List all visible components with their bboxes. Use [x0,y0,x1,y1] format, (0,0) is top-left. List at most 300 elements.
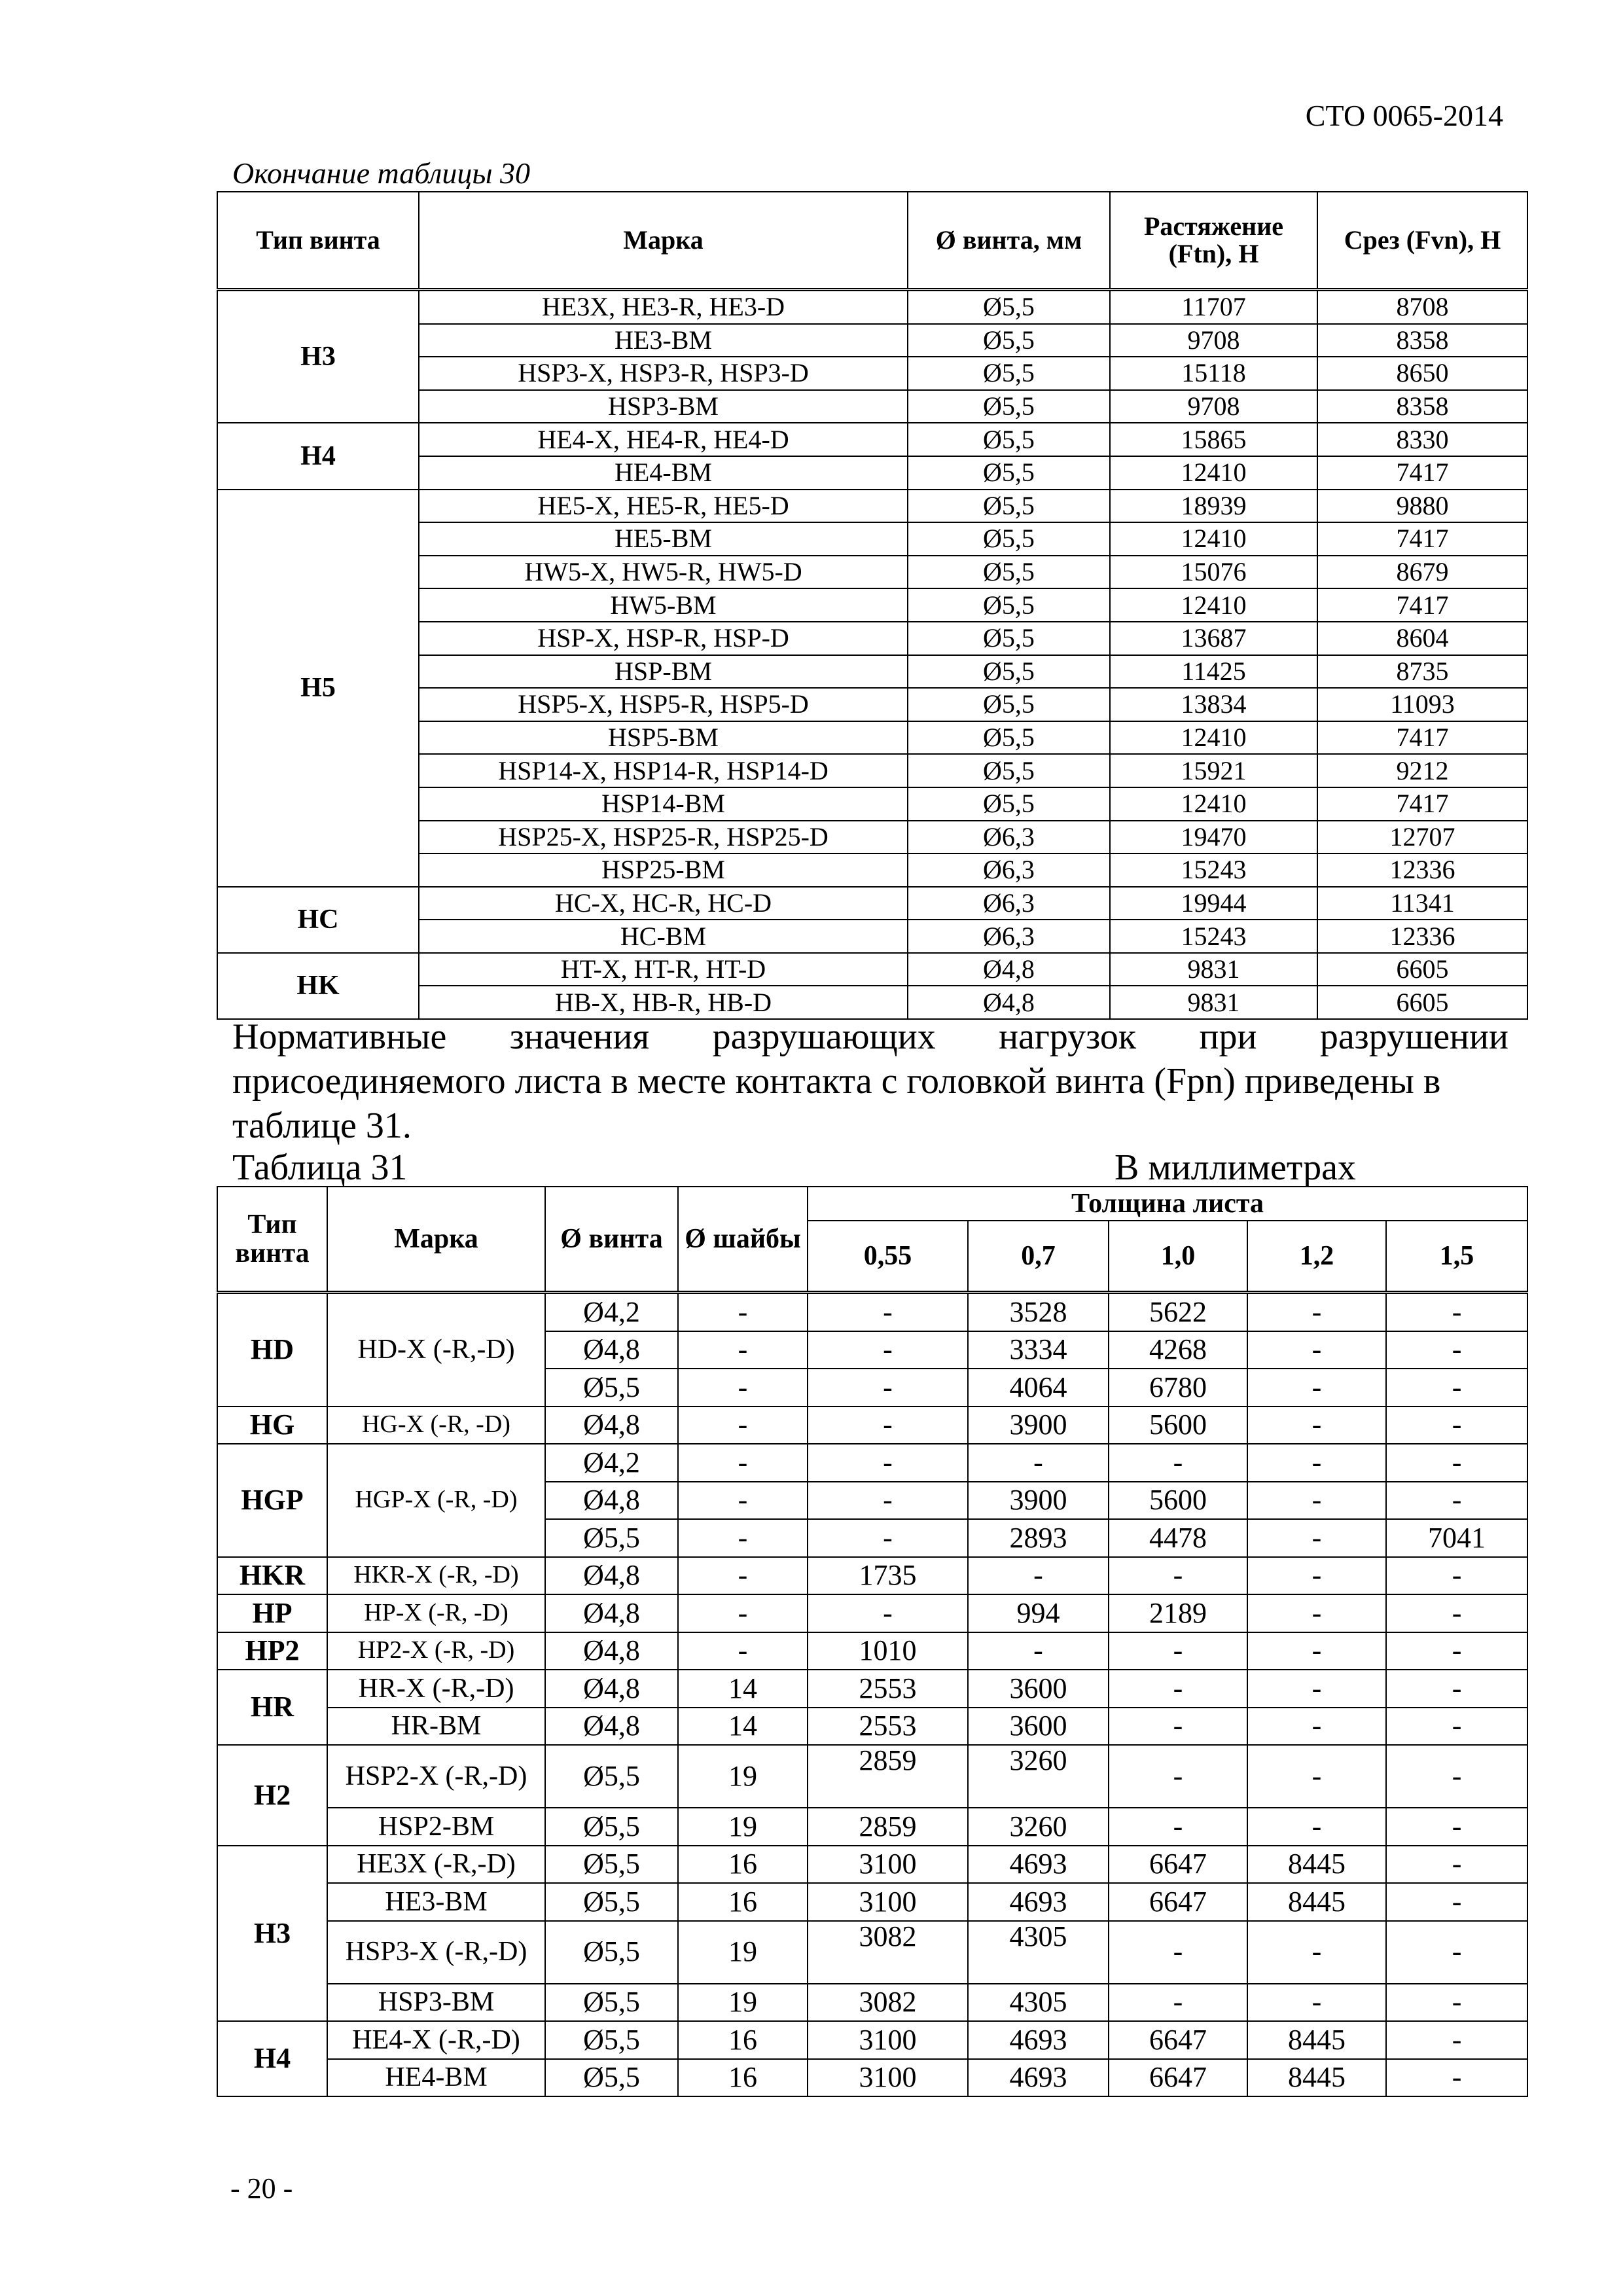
mark-cell: HE3-BM [327,1883,545,1921]
table-row [217,423,1527,456]
load-value-cell: 3900 [968,1482,1109,1520]
screw-diameter-cell: Ø5,5 [545,1369,678,1407]
tension-cell: 15865 [1110,423,1317,456]
load-value-cell: 4478 [1109,1519,1247,1557]
table-row [217,1921,1527,1984]
load-value-cell: - [1109,1670,1247,1708]
table-row [217,1708,1527,1746]
load-value-cell: - [1109,1632,1247,1670]
load-value-cell: - [1109,1921,1247,1984]
washer-diameter-cell: 19 [678,1984,808,2022]
tension-cell: 15118 [1110,357,1317,390]
diameter-cell: Ø5,5 [908,324,1110,357]
load-value-cell: 8445 [1247,2059,1386,2097]
load-value-cell: 6780 [1109,1369,1247,1407]
shear-cell: 8735 [1317,655,1527,689]
tension-cell: 13687 [1110,622,1317,655]
col-header-type: Тип винта [217,192,419,290]
load-value-cell: 3082 [808,1984,968,2022]
t31-header-thickness-col: 1,5 [1386,1221,1527,1293]
mark-cell: HSP-X, HSP-R, HSP-D [419,622,908,655]
mark-cell: HSP5-X, HSP5-R, HSP5-D [419,688,908,721]
diameter-cell: Ø5,5 [908,721,1110,755]
load-value-cell: - [1386,1708,1527,1746]
page-number: - 20 - [230,2172,293,2204]
tension-cell: 15243 [1110,853,1317,887]
mark-cell: HSP3-X, HSP3-R, HSP3-D [419,357,908,390]
table-row [217,1745,1527,1808]
shear-cell: 8679 [1317,556,1527,589]
load-value-cell: 4693 [968,1883,1109,1921]
load-value-cell: - [808,1519,968,1557]
load-value-cell: 8445 [1247,1846,1386,1884]
load-value-cell: - [1247,1594,1386,1632]
load-value-cell: - [1386,1594,1527,1632]
load-value-cell: 1010 [808,1632,968,1670]
t31-header-thickness-col: 0,7 [968,1221,1109,1293]
washer-diameter-cell: - [678,1519,808,1557]
load-value-cell: - [1386,1444,1527,1482]
t31-header-washer: Ø шайбы [678,1187,808,1293]
load-value-cell: 8445 [1247,2021,1386,2059]
mark-cell: HR-X (-R,-D) [327,1670,545,1708]
diameter-cell: Ø5,5 [908,556,1110,589]
table-row [217,490,1527,523]
load-value-cell: 3100 [808,2059,968,2097]
table-row [217,1883,1527,1921]
mark-cell: HE4-BM [419,456,908,490]
washer-diameter-cell: 14 [678,1670,808,1708]
load-value-cell: 4305 [968,1984,1109,2022]
mark-cell: HG-X (-R, -D) [327,1407,545,1444]
shear-cell: 12707 [1317,821,1527,854]
shear-cell: 7417 [1317,588,1527,622]
load-value-cell: 3528 [968,1293,1109,1331]
mark-cell: HSP25-BM [419,853,908,887]
paragraph-word: при [1199,1016,1257,1057]
mark-cell: HW5-X, HW5-R, HW5-D [419,556,908,589]
load-value-cell: 5600 [1109,1482,1247,1520]
load-value-cell: 2859 [808,1808,968,1846]
mark-cell: HC-BM [419,920,908,953]
load-value-cell: 2553 [808,1708,968,1746]
mark-cell: HSP3-BM [327,1984,545,2022]
mark-cell: HSP14-BM [419,787,908,821]
load-value-cell: - [1386,1808,1527,1846]
mark-cell: HSP5-BM [419,721,908,755]
washer-diameter-cell: - [678,1594,808,1632]
load-value-cell: 3082 [808,1921,968,1984]
shear-cell: 8358 [1317,324,1527,357]
load-value-cell: - [1247,1482,1386,1520]
diameter-cell: Ø5,5 [908,490,1110,523]
load-value-cell: 3334 [968,1331,1109,1369]
load-value-cell: - [1109,1745,1247,1808]
diameter-cell: Ø5,5 [908,622,1110,655]
tension-cell: 11425 [1110,655,1317,689]
mark-cell: HE3X, HE3-R, HE3-D [419,290,908,324]
table-row [217,1846,1527,1884]
mark-cell: HSP14-X, HSP14-R, HSP14-D [419,754,908,787]
paragraph [232,1014,1508,1148]
diameter-cell: Ø5,5 [908,688,1110,721]
mark-cell: HR-BM [327,1708,545,1746]
screw-type-cell: H2 [217,1745,327,1846]
screw-type-cell: HP2 [217,1632,327,1670]
load-value-cell: - [1386,1482,1527,1520]
table-row [217,290,1527,324]
col-header-diameter: Ø винта, мм [908,192,1110,290]
load-value-cell: - [1386,1369,1527,1407]
t31-header-thickness-col: 1,2 [1247,1221,1386,1293]
diameter-cell: Ø5,5 [908,456,1110,490]
tension-cell: 12410 [1110,787,1317,821]
shear-cell: 7417 [1317,787,1527,821]
paragraph-word: значения [509,1016,650,1057]
load-value-cell: - [1109,1984,1247,2022]
shear-cell: 6605 [1317,986,1527,1019]
screw-diameter-cell: Ø4,8 [545,1632,678,1670]
shear-cell: 6605 [1317,953,1527,986]
screw-type-cell: HR [217,1670,327,1745]
load-value-cell: - [1247,1632,1386,1670]
mark-cell: HSP3-BM [419,390,908,423]
load-value-cell: - [1247,1984,1386,2022]
screw-diameter-cell: Ø4,2 [545,1293,678,1331]
table31-body [217,1293,1527,2097]
load-value-cell: - [1247,1369,1386,1407]
screw-diameter-cell: Ø4,2 [545,1444,678,1482]
paragraph-line-1 [232,1014,1508,1059]
load-value-cell: 3260 [968,1745,1109,1808]
diameter-cell: Ø4,8 [908,986,1110,1019]
mark-cell: HE5-BM [419,522,908,556]
tension-cell: 9708 [1110,324,1317,357]
table-row [217,1407,1527,1444]
load-value-cell: - [968,1557,1109,1595]
load-value-cell: 2859 [808,1745,968,1808]
load-value-cell: - [1109,1557,1247,1595]
load-value-cell: - [808,1407,968,1444]
load-value-cell: 1735 [808,1557,968,1595]
tension-cell: 11707 [1110,290,1317,324]
diameter-cell: Ø6,3 [908,821,1110,854]
load-value-cell: - [1109,1444,1247,1482]
washer-diameter-cell: 14 [678,1708,808,1746]
washer-diameter-cell: - [678,1632,808,1670]
washer-diameter-cell: - [678,1482,808,1520]
mark-cell: HP2-X (-R, -D) [327,1632,545,1670]
table-row [217,887,1527,920]
shear-cell: 12336 [1317,920,1527,953]
load-value-cell: - [1386,1293,1527,1331]
t31-header-type: Тип винта [217,1187,327,1293]
load-value-cell: 3100 [808,1883,968,1921]
load-value-cell: - [808,1594,968,1632]
tension-cell: 19470 [1110,821,1317,854]
washer-diameter-cell: 19 [678,1808,808,1846]
load-value-cell: - [968,1444,1109,1482]
diameter-cell: Ø4,8 [908,953,1110,986]
t31-header-thickness-col: 0,55 [808,1221,968,1293]
screw-type-cell: H3 [217,1846,327,2022]
tension-cell: 9831 [1110,953,1317,986]
load-value-cell: - [1386,1632,1527,1670]
tension-cell: 15243 [1110,920,1317,953]
load-value-cell: - [1386,1407,1527,1444]
load-value-cell: 5600 [1109,1407,1247,1444]
paragraph-line-2: присоединяемого листа в месте контакта с головкой винта (Fpn) приведены в [232,1061,1441,1102]
diameter-cell: Ø5,5 [908,423,1110,456]
load-value-cell: - [808,1369,968,1407]
shear-cell: 11093 [1317,688,1527,721]
screw-diameter-cell: Ø5,5 [545,1921,678,1984]
tension-cell: 13834 [1110,688,1317,721]
t31-header-thickness: Толщина листа [808,1187,1527,1221]
load-value-cell: - [808,1444,968,1482]
load-value-cell: - [808,1331,968,1369]
load-value-cell: 3100 [808,1846,968,1884]
washer-diameter-cell: 16 [678,1846,808,1884]
mark-cell: HSP-BM [419,655,908,689]
mark-cell: HE3X (-R,-D) [327,1846,545,1884]
diameter-cell: Ø6,3 [908,887,1110,920]
shear-cell: 8604 [1317,622,1527,655]
washer-diameter-cell: - [678,1444,808,1482]
load-value-cell: 3100 [808,2021,968,2059]
load-value-cell: - [1247,1557,1386,1595]
screw-diameter-cell: Ø5,5 [545,1883,678,1921]
load-value-cell: - [1247,1407,1386,1444]
load-value-cell: - [968,1632,1109,1670]
diameter-cell: Ø5,5 [908,390,1110,423]
screw-diameter-cell: Ø5,5 [545,1745,678,1808]
screw-type-cell: H4 [217,423,419,489]
load-value-cell: 4693 [968,2059,1109,2097]
paragraph-line-3: таблице 31. [232,1105,412,1146]
screw-diameter-cell: Ø5,5 [545,1984,678,2022]
table-row [217,1293,1527,1331]
tension-cell: 12410 [1110,456,1317,490]
paragraph-word: нагрузок [999,1016,1137,1057]
load-value-cell: - [1247,1519,1386,1557]
load-value-cell: 3260 [968,1808,1109,1846]
load-value-cell: - [1386,1670,1527,1708]
paragraph-word: разрушающих [712,1016,936,1057]
document-code: СТО 0065-2014 [1305,99,1503,132]
load-value-cell: - [1386,1331,1527,1369]
load-value-cell: 3600 [968,1708,1109,1746]
load-value-cell: - [1386,1883,1527,1921]
washer-diameter-cell: - [678,1293,808,1331]
load-value-cell: 3600 [968,1670,1109,1708]
load-value-cell: 4693 [968,1846,1109,1884]
load-value-cell: - [1386,1557,1527,1595]
load-value-cell: 2553 [808,1670,968,1708]
screw-type-cell: HKR [217,1557,327,1595]
mark-cell: HGP-X (-R, -D) [327,1444,545,1557]
shear-cell: 7417 [1317,522,1527,556]
load-value-cell: 6647 [1109,2021,1247,2059]
mark-cell: HD-X (-R,-D) [327,1293,545,1407]
mark-cell: HE4-X, HE4-R, HE4-D [419,423,908,456]
table-row [217,1670,1527,1708]
screw-diameter-cell: Ø5,5 [545,2021,678,2059]
screw-type-cell: H5 [217,490,419,887]
load-value-cell: 4268 [1109,1331,1247,1369]
washer-diameter-cell: - [678,1557,808,1595]
screw-type-cell: HC [217,887,419,953]
load-value-cell: - [1247,1808,1386,1846]
load-value-cell: - [1109,1708,1247,1746]
load-value-cell: - [1386,1846,1527,1884]
t31-header-screw: Ø винта [545,1187,678,1293]
mark-cell: HSP2-BM [327,1808,545,1846]
load-value-cell: - [1386,1745,1527,1808]
table-row [217,2021,1527,2059]
shear-cell: 8358 [1317,390,1527,423]
mark-cell: HSP25-X, HSP25-R, HSP25-D [419,821,908,854]
diameter-cell: Ø6,3 [908,920,1110,953]
mark-cell: HE4-BM [327,2059,545,2097]
diameter-cell: Ø5,5 [908,522,1110,556]
table30-body [217,290,1527,1020]
shear-cell: 9880 [1317,490,1527,523]
table-30 [217,191,1528,1020]
screw-diameter-cell: Ø4,8 [545,1557,678,1595]
load-value-cell: 994 [968,1594,1109,1632]
washer-diameter-cell: 16 [678,2059,808,2097]
washer-diameter-cell: 16 [678,2021,808,2059]
screw-type-cell: HD [217,1293,327,1407]
mark-cell: HKR-X (-R, -D) [327,1557,545,1595]
mark-cell: HE5-X, HE5-R, HE5-D [419,490,908,523]
shear-cell: 8708 [1317,290,1527,324]
shear-cell: 8650 [1317,357,1527,390]
load-value-cell: 4064 [968,1369,1109,1407]
load-value-cell: - [1247,1921,1386,1984]
load-value-cell: 2189 [1109,1594,1247,1632]
mark-cell: HB-X, HB-R, HB-D [419,986,908,1019]
screw-diameter-cell: Ø5,5 [545,2059,678,2097]
screw-type-cell: HK [217,953,419,1019]
load-value-cell: 6647 [1109,1883,1247,1921]
diameter-cell: Ø5,5 [908,290,1110,324]
screw-type-cell: H4 [217,2021,327,2096]
table31-unit: В миллиметрах [1115,1147,1356,1188]
shear-cell: 12336 [1317,853,1527,887]
tension-cell: 15076 [1110,556,1317,589]
table-row [217,1808,1527,1846]
load-value-cell: - [1247,1670,1386,1708]
tension-cell: 9831 [1110,986,1317,1019]
table-row [217,1444,1527,1482]
shear-cell: 7417 [1317,456,1527,490]
load-value-cell: 2893 [968,1519,1109,1557]
mark-cell: HW5-BM [419,588,908,622]
mark-cell: HSP2-X (-R,-D) [327,1745,545,1808]
t31-header-thickness-col: 1,0 [1109,1221,1247,1293]
screw-diameter-cell: Ø4,8 [545,1670,678,1708]
load-value-cell: 6647 [1109,2059,1247,2097]
screw-diameter-cell: Ø4,8 [545,1482,678,1520]
screw-type-cell: HP [217,1594,327,1632]
tension-cell: 18939 [1110,490,1317,523]
table-row [217,1984,1527,2022]
tension-cell: 19944 [1110,887,1317,920]
load-value-cell: - [1109,1808,1247,1846]
load-value-cell: - [1247,1444,1386,1482]
col-header-mark: Марка [419,192,908,290]
tension-cell: 12410 [1110,588,1317,622]
screw-type-cell: H3 [217,290,419,423]
diameter-cell: Ø5,5 [908,754,1110,787]
table-row [217,1632,1527,1670]
diameter-cell: Ø5,5 [908,787,1110,821]
screw-type-cell: HGP [217,1444,327,1557]
col-header-tension: Растяжение (Ftn), Н [1110,192,1317,290]
table-row [217,1557,1527,1595]
screw-diameter-cell: Ø4,8 [545,1407,678,1444]
diameter-cell: Ø6,3 [908,853,1110,887]
shear-cell: 8330 [1317,423,1527,456]
screw-type-cell: HG [217,1407,327,1444]
load-value-cell: - [1247,1708,1386,1746]
load-value-cell: - [1386,2021,1527,2059]
tension-cell: 12410 [1110,522,1317,556]
table30-caption: Окончание таблицы 30 [232,156,530,190]
load-value-cell: 8445 [1247,1883,1386,1921]
load-value-cell: - [1386,2059,1527,2097]
shear-cell: 11341 [1317,887,1527,920]
table-31 [217,1186,1528,2097]
washer-diameter-cell: - [678,1369,808,1407]
table31-caption: Таблица 31 [232,1147,408,1188]
diameter-cell: Ø5,5 [908,655,1110,689]
load-value-cell: - [1386,1984,1527,2022]
load-value-cell: 4693 [968,2021,1109,2059]
load-value-cell: 3900 [968,1407,1109,1444]
paragraph-word: разрушении [1319,1016,1508,1057]
load-value-cell: - [808,1293,968,1331]
load-value-cell: 6647 [1109,1846,1247,1884]
mark-cell: HE4-X (-R,-D) [327,2021,545,2059]
mark-cell: HP-X (-R, -D) [327,1594,545,1632]
screw-diameter-cell: Ø5,5 [545,1808,678,1846]
table-row [217,2059,1527,2097]
screw-diameter-cell: Ø5,5 [545,1519,678,1557]
mark-cell: HSP3-X (-R,-D) [327,1921,545,1984]
shear-cell: 7417 [1317,721,1527,755]
load-value-cell: - [808,1482,968,1520]
load-value-cell: - [1247,1293,1386,1331]
load-value-cell: 7041 [1386,1519,1527,1557]
tension-cell: 12410 [1110,721,1317,755]
washer-diameter-cell: 19 [678,1745,808,1808]
t31-header-mark: Марка [327,1187,545,1293]
tension-cell: 15921 [1110,754,1317,787]
mark-cell: HT-X, HT-R, HT-D [419,953,908,986]
washer-diameter-cell: - [678,1407,808,1444]
mark-cell: HE3-BM [419,324,908,357]
screw-diameter-cell: Ø4,8 [545,1331,678,1369]
tension-cell: 9708 [1110,390,1317,423]
washer-diameter-cell: 16 [678,1883,808,1921]
col-header-shear: Срез (Fvn), Н [1317,192,1527,290]
table-row [217,953,1527,986]
washer-diameter-cell: 19 [678,1921,808,1984]
load-value-cell: - [1247,1745,1386,1808]
